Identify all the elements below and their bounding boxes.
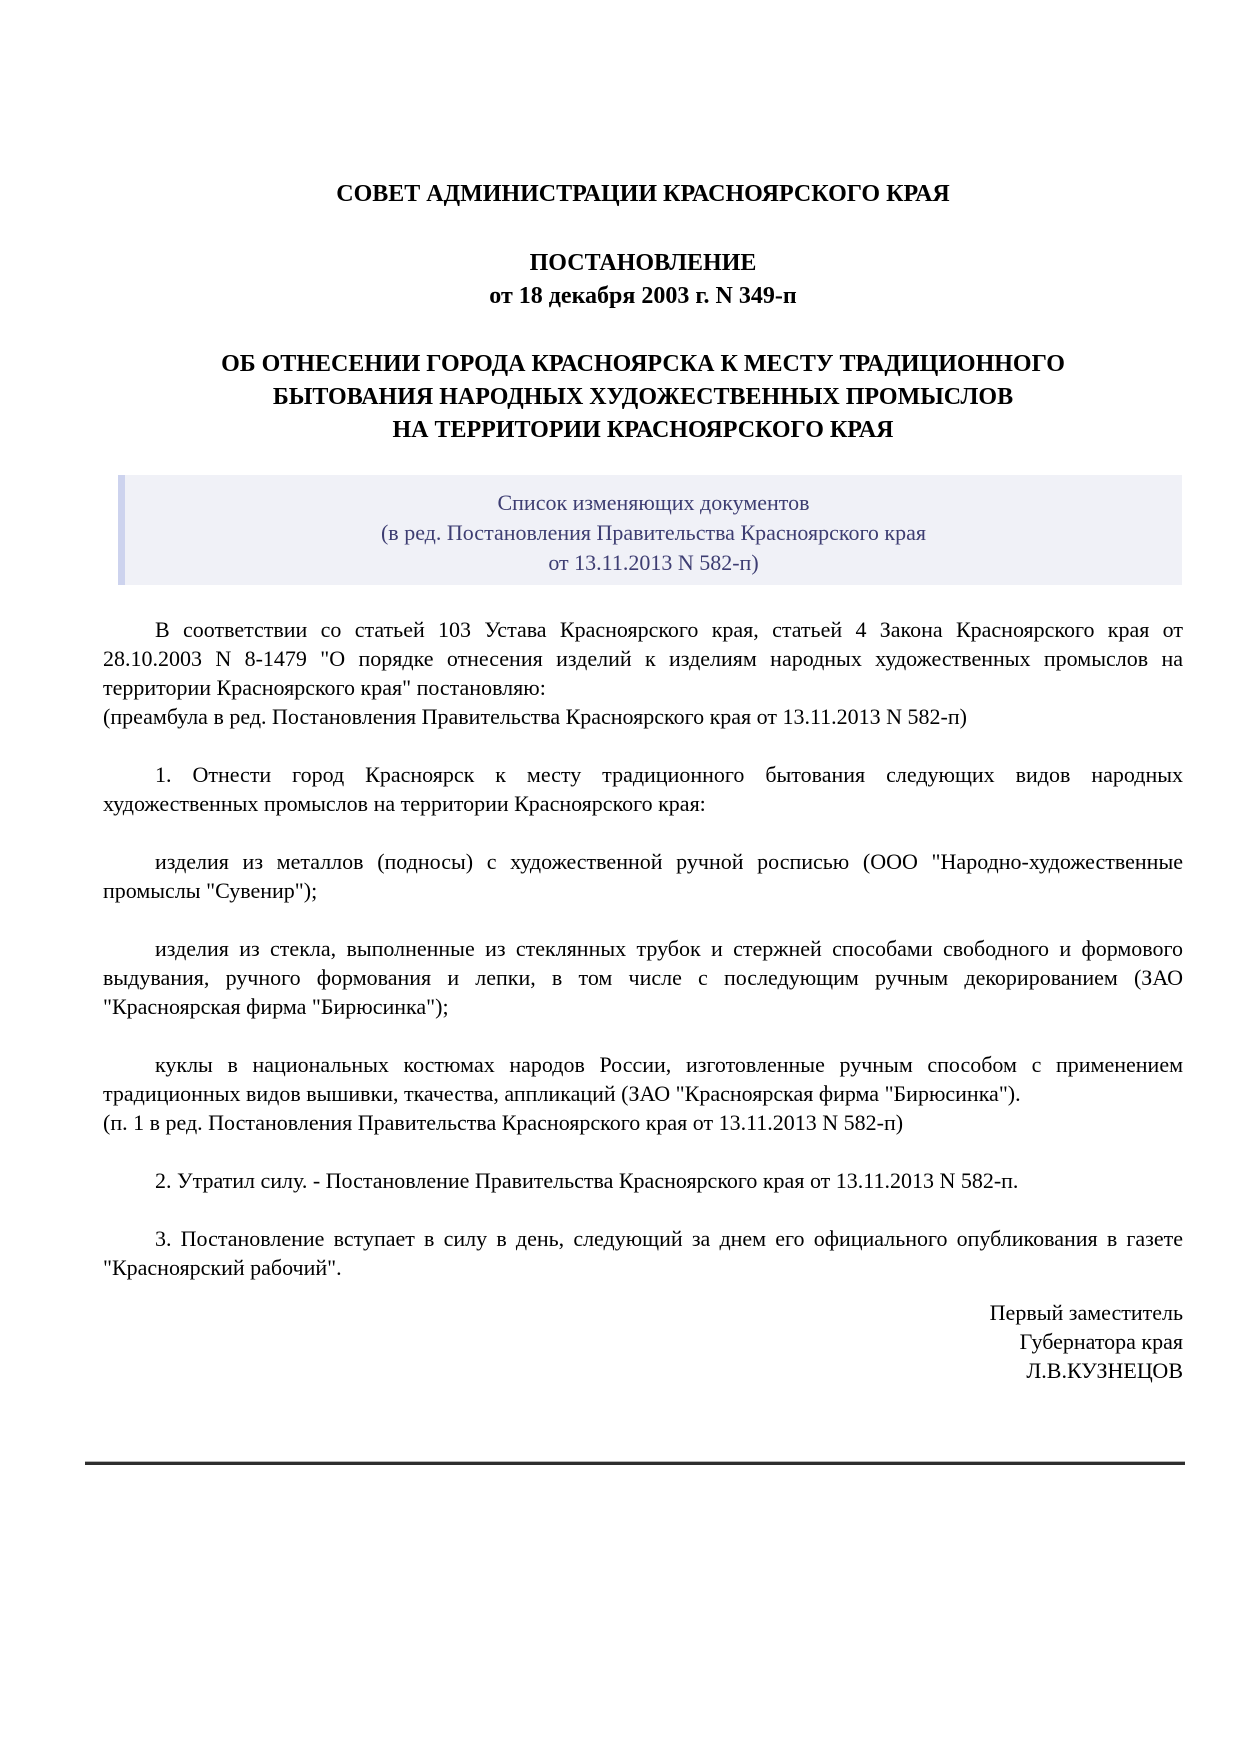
amendments-box-line: от 13.11.2013 N 582-п) [548, 550, 759, 575]
note-item1-revision: (п. 1 в ред. Постановления Правительства Красноярского края от 13.11.2013 N 582-п) [103, 1110, 904, 1135]
signature-position-line: Губернатора края [1019, 1329, 1183, 1354]
note-preamble-revision: (преамбула в ред. Постановления Правительства Красноярского края от 13.11.2013 N 582-п) [103, 704, 967, 729]
paragraph-preamble: В соответствии со статьей 103 Устава Красноярского края, статьей 4 Закона Красноярского края от 28.10.2003 N 8-1479 "О порядке отнесения изделий к изделиям народных художественных промыслов на территории Красноярского края" постановляю: [103, 617, 1183, 700]
doc-date-number: от 18 декабря 2003 г. N 349-п [489, 283, 797, 309]
paragraph-item1-metal: изделия из металлов (подносы) с художественной ручной росписью (ООО "Народно-художественные промыслы "Сувенир"); [103, 849, 1183, 903]
amendments-box-line: (в ред. Постановления Правительства Красноярского края [380, 520, 926, 545]
paragraph-item2: 2. Утратил силу. - Постановление Правительства Красноярского края от 13.11.2013 N 582-п. [155, 1168, 1019, 1193]
doc-type: ПОСТАНОВЛЕНИЕ [529, 250, 757, 276]
doc-subject-line: БЫТОВАНИЯ НАРОДНЫХ ХУДОЖЕСТВЕННЫХ ПРОМЫСЛОВ [272, 384, 1014, 410]
amendments-box-line: Список изменяющих документов [497, 490, 810, 515]
paragraph-item1-intro: 1. Отнести город Красноярск к месту традиционного бытования следующих видов народных художественных промыслов на территории Красноярского края: [103, 762, 1183, 816]
doc-header [103, 247, 1183, 313]
paragraph-item3: 3. Постановление вступает в силу в день, следующий за днем его официального опубликования в газете "Красноярский рабочий". [103, 1226, 1183, 1280]
signature-position-line: Первый заместитель [989, 1300, 1183, 1325]
doc-body [103, 615, 1183, 1385]
signature-name: Л.В.КУЗНЕЦОВ [1026, 1358, 1183, 1383]
org-title: СОВЕТ АДМИНИСТРАЦИИ КРАСНОЯРСКОГО КРАЯ [336, 181, 950, 207]
signature-block [103, 1298, 1183, 1385]
doc-subject [103, 348, 1183, 447]
divider-rule [85, 1461, 1185, 1465]
amendments-box [118, 475, 1182, 585]
doc-subject-line: НА ТЕРРИТОРИИ КРАСНОЯРСКОГО КРАЯ [392, 417, 894, 443]
paragraph-item1-glass: изделия из стекла, выполненные из стеклянных трубок и стержней способами свободного и формового выдувания, ручного формования и лепки, в том числе с последующим ручным декорированием (ЗАО "Красноярская фирма "Бирюсинка"); [103, 936, 1183, 1019]
doc-subject-line: ОБ ОТНЕСЕНИИ ГОРОДА КРАСНОЯРСКА К МЕСТУ ТРАДИЦИОННОГО [221, 351, 1065, 377]
paragraph-item1-dolls: куклы в национальных костюмах народов России, изготовленные ручным способом с применением традиционных видов вышивки, ткачества, аппликаций (ЗАО "Красноярская фирма "Бирюсинка"). [103, 1052, 1183, 1106]
